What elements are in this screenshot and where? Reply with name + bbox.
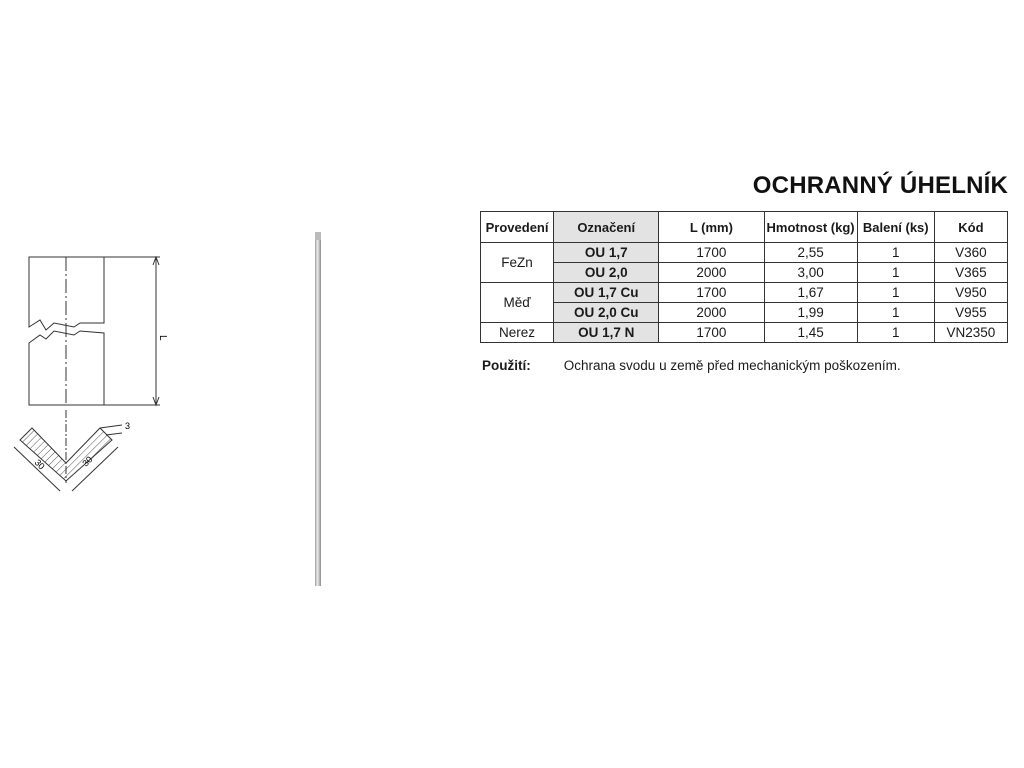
header-hmotnost: Hmotnost (kg)	[764, 212, 857, 243]
cell-hmotnost: 2,55	[764, 243, 857, 263]
cell-oznaceni: OU 1,7 Cu	[554, 283, 659, 303]
page-title: OCHRANNÝ ÚHELNÍK	[752, 172, 1008, 199]
header-baleni: Balení (ks)	[857, 212, 934, 243]
cell-hmotnost: 1,67	[764, 283, 857, 303]
leg-left-label: 30	[32, 457, 47, 472]
angle-rod-image	[314, 232, 322, 586]
header-length: L (mm)	[659, 212, 764, 243]
cell-baleni: 1	[857, 323, 934, 343]
cell-baleni: 1	[857, 303, 934, 323]
cell-baleni: 1	[857, 283, 934, 303]
cell-hmotnost: 1,99	[764, 303, 857, 323]
cell-hmotnost: 1,45	[764, 323, 857, 343]
cell-length: 1700	[659, 323, 764, 343]
group-provedeni: FeZn	[481, 243, 554, 283]
cell-kod: V360	[934, 243, 1007, 263]
usage-label: Použití:	[482, 358, 531, 373]
table-row	[481, 283, 1008, 303]
group-provedeni: Měď	[481, 283, 554, 323]
leg-right-label: 30	[80, 454, 95, 469]
cell-length: 1700	[659, 283, 764, 303]
cell-length: 1700	[659, 243, 764, 263]
header-provedeni: Provedení	[481, 212, 554, 243]
thickness-label: 3	[125, 421, 131, 431]
header-kod: Kód	[934, 212, 1007, 243]
cell-hmotnost: 3,00	[764, 263, 857, 283]
cell-kod: V955	[934, 303, 1007, 323]
angle-drawing	[10, 235, 210, 495]
cell-oznaceni: OU 2,0	[554, 263, 659, 283]
cell-length: 2000	[659, 303, 764, 323]
table-row	[481, 263, 1008, 283]
usage-text: Ochrana svodu u země před mechanickým poškozením.	[563, 358, 901, 373]
table-row	[481, 243, 1008, 263]
table-row	[481, 303, 1008, 323]
cell-baleni: 1	[857, 263, 934, 283]
group-provedeni: Nerez	[481, 323, 554, 343]
length-label: L	[157, 335, 168, 341]
table-row	[481, 323, 1008, 343]
cell-baleni: 1	[857, 243, 934, 263]
cell-oznaceni: OU 2,0 Cu	[554, 303, 659, 323]
header-oznaceni: Označení	[554, 212, 659, 243]
usage-note	[482, 358, 901, 373]
table-header-row	[481, 212, 1008, 243]
cell-oznaceni: OU 1,7	[554, 243, 659, 263]
cell-kod: V365	[934, 263, 1007, 283]
spec-table	[480, 211, 1008, 343]
cell-kod: V950	[934, 283, 1007, 303]
cell-length: 2000	[659, 263, 764, 283]
cell-oznaceni: OU 1,7 N	[554, 323, 659, 343]
cell-kod: VN2350	[934, 323, 1007, 343]
